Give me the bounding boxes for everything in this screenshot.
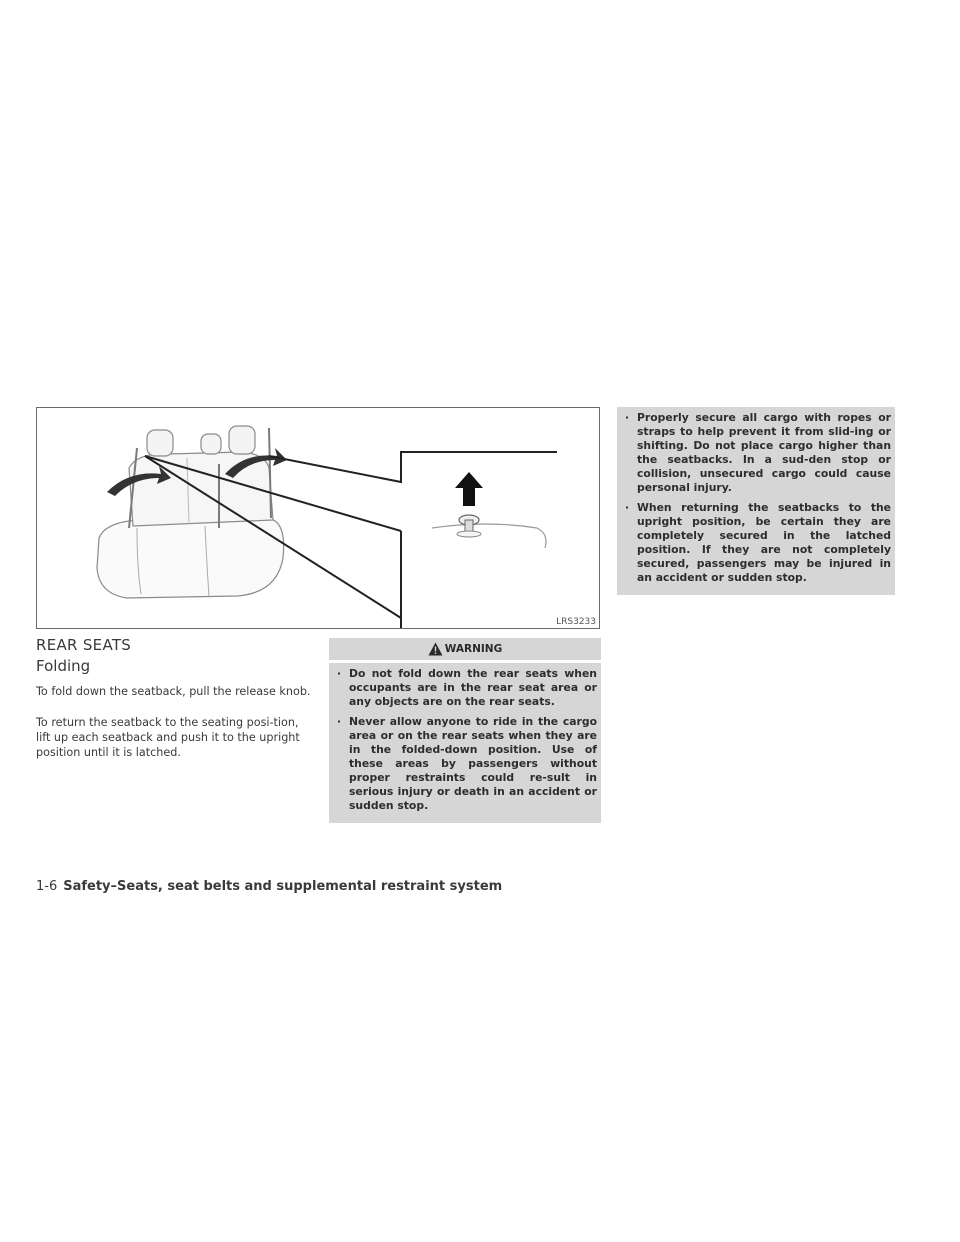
warning-box-col1 xyxy=(329,663,601,823)
warning-item: · Do not fold down the rear seats when occupants are in the rear seat area or any objects are on the rear seats. xyxy=(337,667,597,708)
warning-item: · Properly secure all cargo with ropes or straps to help prevent it from slid-ing or shifting. Do not place cargo higher than the seatbacks. In a sud-den stop or collision, unsecured cargo could cause personal injury. xyxy=(625,411,891,494)
warning-label: WARNING xyxy=(444,643,503,655)
page-footer xyxy=(36,879,502,894)
paragraph-fold: To fold down the seatback, pull the release knob. xyxy=(36,685,311,698)
chapter-title: Safety–Seats, seat belts and supplemental restraint system xyxy=(63,879,503,894)
warning-box-col2 xyxy=(617,407,895,595)
pull-up-arrow-icon xyxy=(455,472,483,506)
warning-item: · When returning the seatbacks to the upright position, be certain they are completely secured in the latched position. If they are not completely secured, passengers may be injured in an accident or sudden stop. xyxy=(625,501,891,584)
rear-seat-drawing xyxy=(37,408,600,629)
warning-item: · Never allow anyone to ride in the cargo area or on the rear seats when they are in the folded-down position. Use of these areas by passengers without proper restraints could re-sult in serious injury or death in an accident or sudden stop. xyxy=(337,715,597,812)
headrest-left xyxy=(147,430,173,456)
warning-triangle-icon xyxy=(428,642,443,656)
headrest-center xyxy=(201,434,221,454)
figure-code: LRS3233 xyxy=(556,617,596,627)
warning-header xyxy=(329,638,601,660)
paragraph-return: To return the seatback to the seating posi-tion, lift up each seatback and push it to the upright position until it is latched. xyxy=(36,716,300,759)
section-heading: REAR SEATS xyxy=(36,636,132,654)
page-number: 1-6 xyxy=(36,879,58,894)
rear-seat-illustration xyxy=(36,407,600,629)
section-subheading: Folding xyxy=(36,657,91,675)
headrest-right xyxy=(229,426,255,454)
